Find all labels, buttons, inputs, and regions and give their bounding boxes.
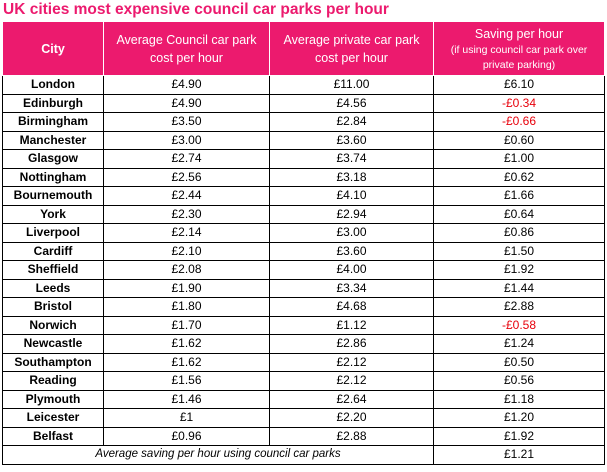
city-cell: Reading: [3, 372, 104, 391]
council-cost-cell: £1.62: [104, 353, 270, 372]
saving-cell: £0.64: [434, 205, 605, 224]
city-cell: Plymouth: [3, 390, 104, 409]
private-cost-cell: £11.00: [270, 76, 434, 95]
council-cost-cell: £2.74: [104, 150, 270, 169]
table-row: [3, 168, 605, 187]
table-row: [3, 427, 605, 446]
council-cost-cell: £0.96: [104, 427, 270, 446]
saving-cell: -£0.58: [434, 316, 605, 335]
header-council-cost: Average Council car park cost per hour: [104, 22, 270, 76]
saving-cell: £2.88: [434, 298, 605, 317]
header-private-cost: Average private car park cost per hour: [270, 22, 434, 76]
city-cell: York: [3, 205, 104, 224]
table-header-row: [3, 22, 605, 76]
saving-cell: £1.00: [434, 150, 605, 169]
table-body: [3, 76, 605, 446]
table-row: [3, 131, 605, 150]
table-row: [3, 316, 605, 335]
average-row: [3, 446, 605, 465]
saving-cell: £1.66: [434, 187, 605, 206]
city-cell: Nottingham: [3, 168, 104, 187]
private-cost-cell: £2.64: [270, 390, 434, 409]
council-cost-cell: £1.80: [104, 298, 270, 317]
council-cost-cell: £2.08: [104, 261, 270, 280]
private-cost-cell: £3.00: [270, 224, 434, 243]
city-cell: Glasgow: [3, 150, 104, 169]
city-cell: Newcastle: [3, 335, 104, 354]
table-row: [3, 187, 605, 206]
table-row: [3, 94, 605, 113]
table-row: [3, 242, 605, 261]
council-cost-cell: £2.14: [104, 224, 270, 243]
car-park-cost-table: [2, 21, 605, 465]
saving-cell: £1.18: [434, 390, 605, 409]
header-saving-note: (if using council car park over private parking): [450, 43, 588, 71]
saving-cell: £1.20: [434, 409, 605, 428]
saving-cell: £1.44: [434, 279, 605, 298]
private-cost-cell: £4.10: [270, 187, 434, 206]
city-cell: Manchester: [3, 131, 104, 150]
city-cell: Norwich: [3, 316, 104, 335]
private-cost-cell: £2.84: [270, 113, 434, 132]
council-cost-cell: £3.00: [104, 131, 270, 150]
private-cost-cell: £2.88: [270, 427, 434, 446]
private-cost-cell: £2.86: [270, 335, 434, 354]
saving-cell: -£0.66: [434, 113, 605, 132]
city-cell: Bristol: [3, 298, 104, 317]
city-cell: London: [3, 76, 104, 95]
city-cell: Bournemouth: [3, 187, 104, 206]
city-cell: Belfast: [3, 427, 104, 446]
city-cell: Liverpool: [3, 224, 104, 243]
city-cell: Southampton: [3, 353, 104, 372]
council-cost-cell: £2.10: [104, 242, 270, 261]
private-cost-cell: £3.60: [270, 242, 434, 261]
saving-cell: £0.50: [434, 353, 605, 372]
saving-cell: £0.86: [434, 224, 605, 243]
council-cost-cell: £4.90: [104, 94, 270, 113]
saving-cell: £1.50: [434, 242, 605, 261]
table-row: [3, 372, 605, 391]
private-cost-cell: £3.34: [270, 279, 434, 298]
council-cost-cell: £1.90: [104, 279, 270, 298]
council-cost-cell: £1: [104, 409, 270, 428]
private-cost-cell: £1.12: [270, 316, 434, 335]
saving-cell: £1.92: [434, 261, 605, 280]
city-cell: Leeds: [3, 279, 104, 298]
private-cost-cell: £4.00: [270, 261, 434, 280]
table-row: [3, 279, 605, 298]
saving-cell: £1.92: [434, 427, 605, 446]
private-cost-cell: £4.56: [270, 94, 434, 113]
saving-cell: £0.60: [434, 131, 605, 150]
table-row: [3, 150, 605, 169]
city-cell: Birmingham: [3, 113, 104, 132]
header-saving: [434, 22, 605, 76]
council-cost-cell: £1.62: [104, 335, 270, 354]
council-cost-cell: £2.44: [104, 187, 270, 206]
private-cost-cell: £2.94: [270, 205, 434, 224]
saving-cell: £1.24: [434, 335, 605, 354]
table-row: [3, 335, 605, 354]
private-cost-cell: £2.12: [270, 372, 434, 391]
page-title: UK cities most expensive council car parks per hour: [3, 1, 389, 18]
private-cost-cell: £3.60: [270, 131, 434, 150]
header-saving-label: Saving per hour: [474, 26, 564, 41]
council-cost-cell: £1.56: [104, 372, 270, 391]
table-row: [3, 298, 605, 317]
city-cell: Edinburgh: [3, 94, 104, 113]
table-row: [3, 205, 605, 224]
council-cost-cell: £2.30: [104, 205, 270, 224]
private-cost-cell: £2.12: [270, 353, 434, 372]
table-row: [3, 390, 605, 409]
council-cost-cell: £3.50: [104, 113, 270, 132]
table-row: [3, 113, 605, 132]
average-label: Average saving per hour using council car parks: [3, 446, 434, 465]
private-cost-cell: £4.68: [270, 298, 434, 317]
council-cost-cell: £2.56: [104, 168, 270, 187]
saving-cell: £0.56: [434, 372, 605, 391]
header-city: City: [3, 22, 104, 76]
council-cost-cell: £4.90: [104, 76, 270, 95]
private-cost-cell: £2.20: [270, 409, 434, 428]
saving-cell: £6.10: [434, 76, 605, 95]
saving-cell: -£0.34: [434, 94, 605, 113]
private-cost-cell: £3.74: [270, 150, 434, 169]
table-row: [3, 409, 605, 428]
table-row: [3, 224, 605, 243]
council-cost-cell: £1.46: [104, 390, 270, 409]
city-cell: Cardiff: [3, 242, 104, 261]
city-cell: Sheffield: [3, 261, 104, 280]
private-cost-cell: £3.18: [270, 168, 434, 187]
saving-cell: £0.62: [434, 168, 605, 187]
average-value: £1.21: [434, 446, 605, 465]
council-cost-cell: £1.70: [104, 316, 270, 335]
city-cell: Leicester: [3, 409, 104, 428]
table-row: [3, 261, 605, 280]
table-row: [3, 353, 605, 372]
table-row: [3, 76, 605, 95]
